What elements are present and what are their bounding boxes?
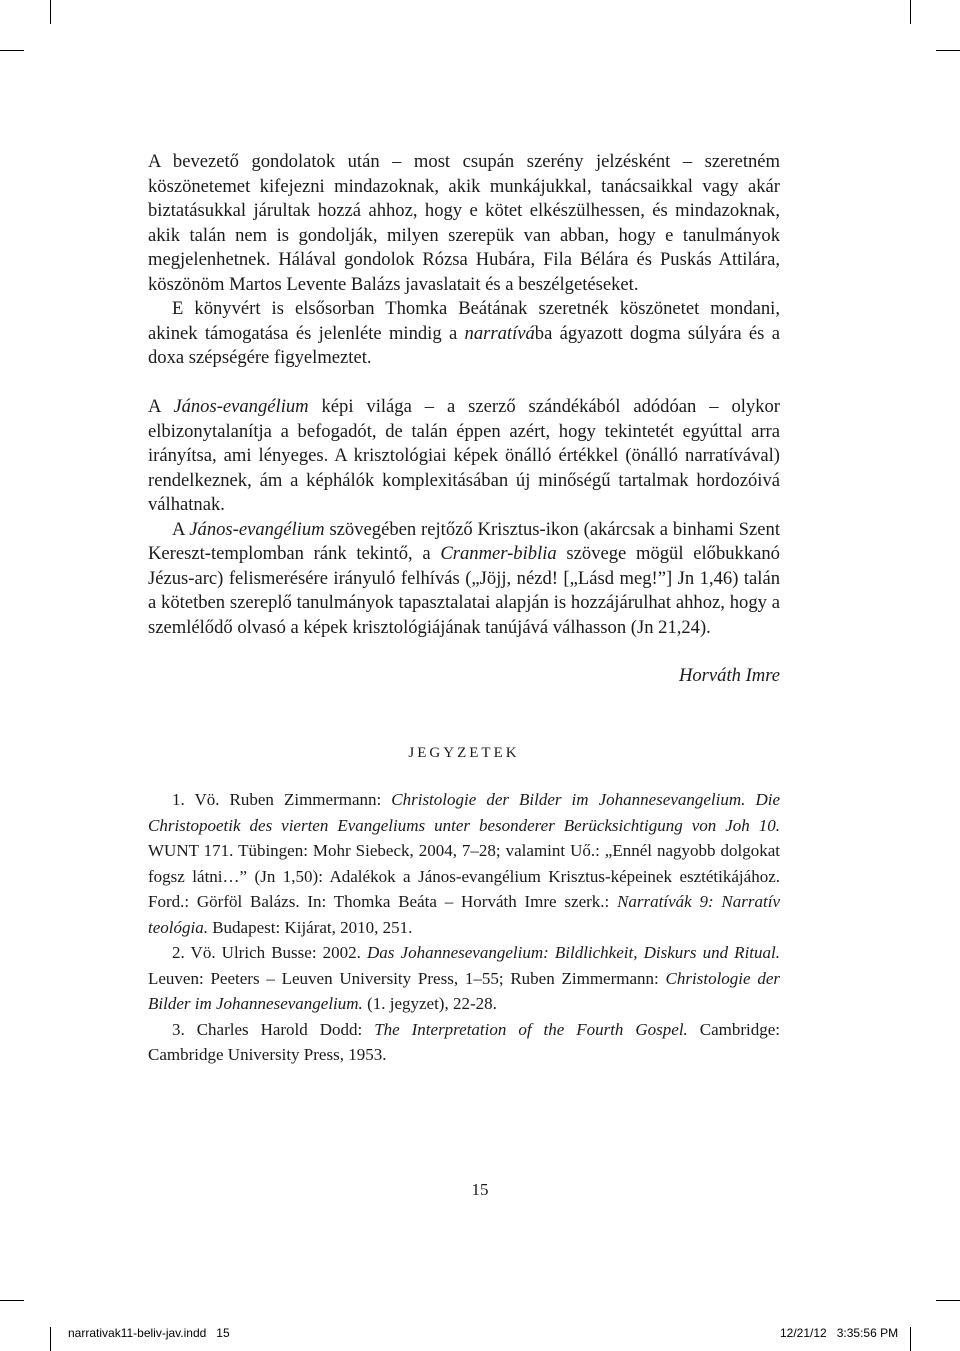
text-run: ba ágyazott dogma súlyára és a doxa szépségére figyelmeztet. [148, 322, 780, 368]
footnote-1 [148, 787, 780, 940]
italic-run: narratívá [464, 322, 535, 344]
footnote-2 [148, 940, 780, 1017]
footnote-3 [148, 1017, 780, 1068]
page-number: 15 [471, 1180, 489, 1199]
text-run: 2. Vö. Ulrich Busse: 2002. [172, 943, 368, 962]
crop-mark-left-bottom [0, 1300, 24, 1301]
paragraph-gap [148, 371, 780, 396]
crop-mark-top-left [50, 0, 51, 24]
text-run: Budapest: Kijárat, 2010, 251. [207, 917, 413, 937]
crop-mark-right-top [936, 50, 960, 51]
paragraph-thomka [148, 297, 780, 371]
text-run: szövegében rejtőző Krisztus-ikon (akárcsak a binhami Szent Kereszt-templomban ránk tekintő, a [148, 518, 780, 564]
text-run: WUNT 171. Tübingen: Mohr Siebeck, 2004, 7–28; valamint Uő.: „Ennél nagyobb dolgokat fogsz látni…” (Jn 1,50): Adalékok a János-evangélium Krisztus-képeinek esztétikájához. Ford.: Görföl Balázs. In: Thomka Beáta – Horváth Imre szerk.: [148, 841, 780, 911]
main-text [148, 150, 780, 1068]
text-run: A [148, 396, 174, 417]
text-run: Leuven: Peeters – Leuven University Press, 1–55; Ruben Zimmermann: [148, 968, 666, 988]
text-run: képi világa – a szerző szándékából adódóan – olykor elbizonytalanítja a befogadót, de talán éppen azért, hogy tekintetét egyúttal arra irányítsa, ami lényeges. A krisztológiai képek önálló értékkel (önálló narratívával) rendelkeznek, ám a képhálók komplexitásában új minőségű tartalmak hordozóivá válhatnak. [148, 396, 780, 515]
footer-filename: narrativak11-beliv-jav.indd 15 [68, 1326, 230, 1340]
paragraph-text: A bevezető gondolatok után – most csupán szerény jelzésként – szeretném köszönetemet kifejezni mindazoknak, akik munkájukkal, tanácsaikkal vagy akár biztatásukkal járultak hozzá ahhoz, hogy e kötet elkészülhessen, és mindazoknak, akik talán nem is gondolják, milyen szerepük van abban, hogy e tanulmányok megjelenhetnek. Hálával gondolok Rózsa Hubára, Fila Bélára és Puskás Attilára, köszönöm Martos Levente Balázs javaslatait és a beszélgetéseket. [148, 151, 780, 295]
crop-mark-right-bottom [936, 1300, 960, 1301]
italic-run: Christologie der Bilder im Johannesevangelium. [148, 968, 780, 1013]
paragraph-image-world [148, 395, 780, 518]
crop-mark-bottom-left [50, 1327, 51, 1351]
text-run: Cambridge: Cambridge University Press, 1953. [148, 1019, 781, 1064]
author-signature: Horváth Imre [678, 665, 780, 686]
text-run: A [172, 518, 190, 540]
italic-run: Cranmer-biblia [440, 543, 557, 564]
crop-mark-bottom-right [910, 1327, 911, 1351]
italic-run: The Interpretation of the Fourth Gospel. [374, 1019, 688, 1039]
paragraph-christ-icon [148, 518, 780, 641]
text-run: (1. jegyzet), 22-28. [362, 994, 497, 1013]
italic-run: János-evangélium [189, 518, 325, 540]
text-run: szövege mögül előbukkanó Jézus-arc) felismerésére irányuló felhívás („Jöjj, nézd! [„Lásd meg!”] Jn 1,46) talán a kötetben szereplő tanulmányok tapasztalatai alapján is hozzájárulhat ahhoz, hogy a szemlélődő olvasó a képek krisztológiájának tanújává válhasson (Jn 21,24). [148, 543, 780, 638]
text-run: 3. Charles Harold Dodd: [172, 1019, 375, 1039]
paragraph-acknowledgements [148, 150, 780, 297]
text-run: 1. Vö. Ruben Zimmermann: [172, 790, 392, 809]
text-run: E könyvért is elsősorban Thomka Beátának szeretnék köszönetet mondani, akinek támogatása és jelenléte mindig a [148, 298, 780, 344]
footer-timestamp: 12/21/12 3:35:56 PM [780, 1326, 899, 1340]
italic-run: Narratívák 9: Narratív teológia. [148, 892, 780, 937]
notes-heading: JEGYZETEK [408, 744, 520, 761]
italic-run: Das Johannesevangelium: Bildlichkeit, Diskurs und Ritual. [367, 943, 780, 962]
italic-run: Christologie der Bilder im Johannesevangelium. Die Christopoetik des vierten Evangeliums unter besonderer Berücksichtigung von Joh 10. [148, 790, 780, 835]
crop-mark-left-top [0, 50, 24, 51]
crop-mark-top-right [910, 0, 911, 24]
italic-run: János-evangélium [173, 396, 309, 417]
